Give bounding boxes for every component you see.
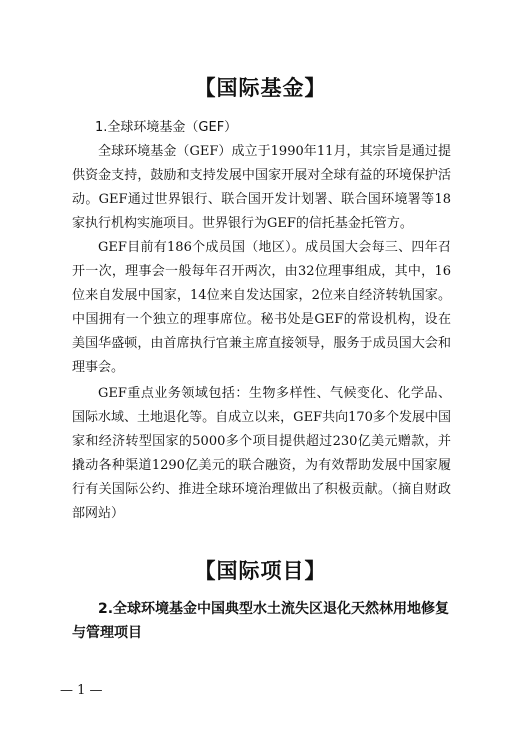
paragraph-gef-members: GEF目前有186个成员国（地区）。成员国大会每三、四年召开一次，理事会一般每年召开两次，由32位理事组成，其中，16位来自发展中国家，14位来自发达国家，2位来自经济转轨国家。中国拥有一个独立的理事席位。秘书处是GEF的常设机构，设在美国华盛顿，由首席执行官兼主席直接领导，服务于成员国大会和理事会。: [72, 240, 451, 375]
item-title-project: 2.全球环境基金中国典型水土流失区退化天然林用地修复与管理项目: [72, 601, 450, 641]
paragraph-gef-intro: 全球环境基金（GEF）成立于1990年11月，其宗旨是通过提供资金支持，鼓励和支持发展中国家开展对全球有益的环境保护活动。GEF通过世界银行、联合国开发计划署、联合国环境署等18家执行机构实施项目。世界银行为GEF的信托基金托管方。: [72, 144, 451, 231]
page-number: — 1 —: [60, 683, 103, 698]
section-heading-international-fund: 【国际基金】: [194, 75, 327, 100]
item-title-gef: 1.全球环境基金（GEF）: [95, 120, 238, 135]
paragraph-gef-focus-areas: GEF重点业务领域包括：生物多样性、气候变化、化学品、国际水域、土地退化等。自成立以来，GEF共向170多个发展中国家和经济转型国家的5000多个项目提供超过230亿美元赠款，并撬动各种渠道1290亿美元的联合融资，为有效帮助发展中国家履行有关国际公约、推进全球环境治理做出了积极贡献。（摘自财政部网站）: [72, 386, 451, 521]
section-heading-international-projects: 【国际项目】: [194, 558, 327, 583]
